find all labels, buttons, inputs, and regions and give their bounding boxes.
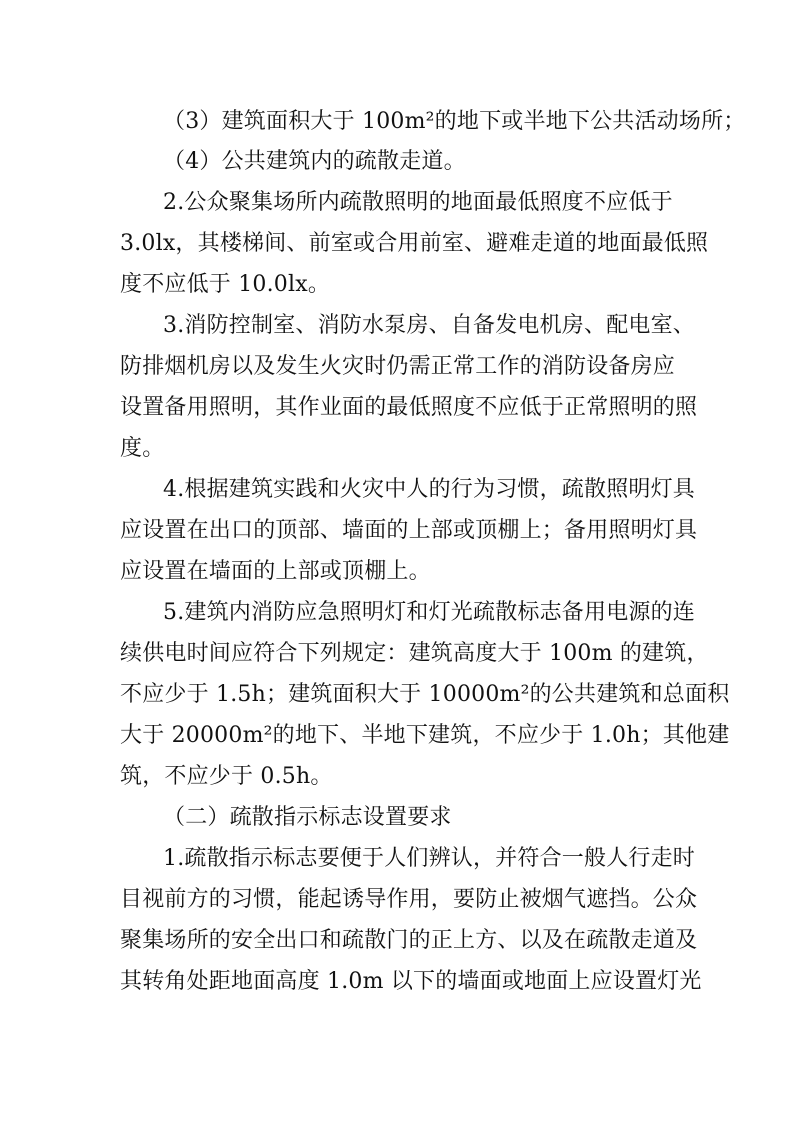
text-line: 5.建筑内消防应急照明灯和灯光疏散标志备用电源的连 — [163, 600, 695, 625]
section-heading: （二）疏散指示标志设置要求 — [163, 805, 452, 830]
text-line: 度不应低于 10.0lx。 — [120, 272, 331, 297]
text-line: 1.疏散指示标志要便于人们辨认，并符合一般人行走时 — [163, 846, 695, 871]
text-line: 设置备用照明，其作业面的最低照度不应低于正常照明的照 — [120, 395, 698, 420]
text-line: 3.消防控制室、消防水泵房、自备发电机房、配电室、 — [163, 313, 695, 338]
text-line: 续供电时间应符合下列规定：建筑高度大于 100m 的建筑， — [120, 641, 709, 666]
text-line: 3.0lx，其楼梯间、前室或合用前室、避难走道的地面最低照 — [120, 231, 709, 256]
text-line: （4）公共建筑内的疏散走道。 — [163, 149, 466, 174]
text-line: 目视前方的习惯，能起诱导作用，要防止被烟气遮挡。公众 — [120, 887, 698, 912]
text-line: 聚集场所的安全出口和疏散门的正上方、以及在疏散走道及 — [120, 928, 698, 953]
text-line: 防排烟机房以及发生火灾时仍需正常工作的消防设备房应 — [120, 354, 676, 379]
text-line: 4.根据建筑实践和火灾中人的行为习惯，疏散照明灯具 — [163, 477, 695, 502]
text-line: 不应少于 1.5h；建筑面积大于 10000m²的公共建筑和总面积 — [120, 682, 730, 707]
text-line: 应设置在墙面的上部或顶棚上。 — [120, 559, 431, 584]
text-line: 其转角处距地面高度 1.0m 以下的墙面或地面上应设置灯光 — [120, 969, 702, 994]
text-line: 应设置在出口的顶部、墙面的上部或顶棚上；备用照明灯具 — [120, 518, 698, 543]
text-line: 2.公众聚集场所内疏散照明的地面最低照度不应低于 — [163, 190, 673, 215]
text-line: 筑，不应少于 0.5h。 — [120, 764, 333, 789]
text-line: （3）建筑面积大于 100m²的地下或半地下公共活动场所； — [163, 109, 746, 134]
text-line: 大于 20000m²的地下、半地下建筑，不应少于 1.0h；其他建 — [120, 723, 730, 748]
text-line: 度。 — [120, 436, 165, 461]
